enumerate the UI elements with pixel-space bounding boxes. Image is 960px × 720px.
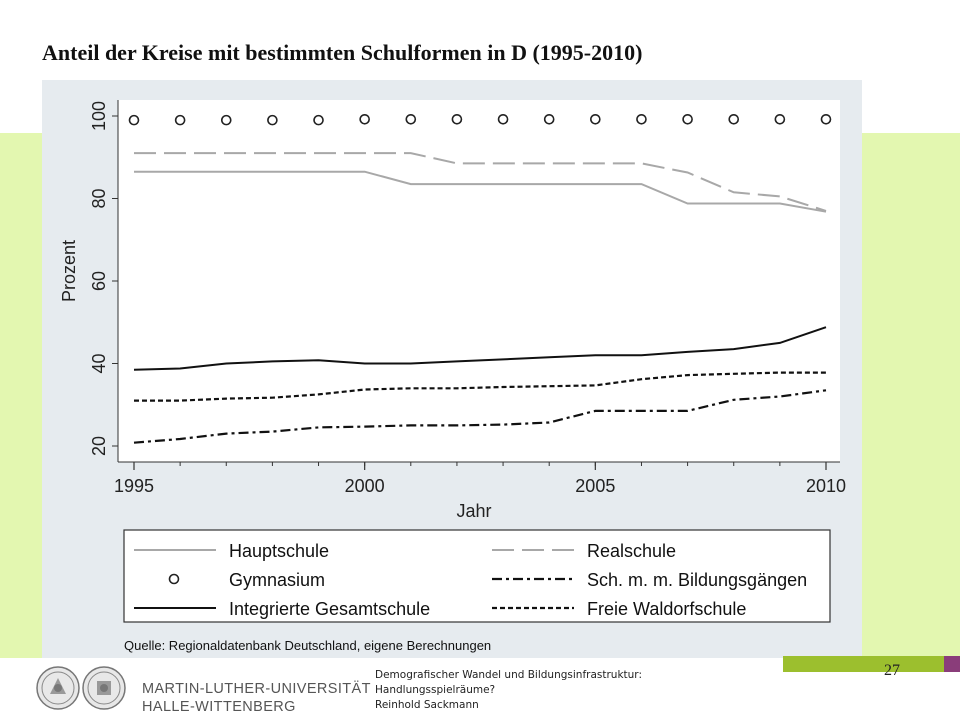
page-number: 27	[884, 662, 900, 679]
x-tick-label: 2000	[344, 476, 385, 496]
y-axis-title: Prozent	[59, 239, 79, 303]
footer-line: Demografischer Wandel und Bildungsinfrastruktur:	[375, 669, 642, 681]
slide-title: Anteil der Kreise mit bestimmten Schulformen in D (1995-2010)	[42, 40, 643, 65]
legend-label: Realschule	[587, 541, 677, 561]
legend-label: Freie Waldorfschule	[587, 599, 747, 619]
university-seal-logo	[36, 664, 128, 712]
university-name-line: HALLE-WITTENBERG	[142, 699, 296, 715]
legend-label: Integrierte Gesamtschule	[229, 599, 431, 619]
plot-background	[118, 100, 840, 462]
chart-source-note: Quelle: Regionaldatenbank Deutschland, eigene Berechnungen	[124, 638, 492, 653]
legend-label: Hauptschule	[229, 541, 330, 561]
accent-bar	[783, 656, 944, 672]
legend-label: Sch. m. m. Bildungsgängen	[587, 570, 808, 590]
chart-panel	[42, 80, 862, 658]
footer-line: Reinhold Sackmann	[375, 699, 479, 711]
university-name-line: MARTIN-LUTHER-UNIVERSITÄT	[142, 681, 371, 697]
x-tick-label: 1995	[113, 476, 155, 496]
y-tick-label: 20	[89, 435, 109, 457]
y-tick-label: 80	[89, 188, 109, 209]
x-axis-title: Jahr	[456, 501, 492, 521]
accent-bar-end	[944, 656, 960, 672]
y-tick-label: 40	[89, 353, 109, 374]
footer-line: Handlungsspielräume?	[375, 684, 496, 696]
legend-label: Gymnasium	[229, 570, 326, 590]
x-tick-label: 2010	[805, 476, 847, 496]
university-name	[142, 680, 371, 716]
x-tick-label: 2005	[575, 476, 616, 496]
line-chart	[42, 80, 862, 658]
y-tick-label: 100	[89, 100, 109, 132]
y-tick-label: 60	[89, 270, 109, 292]
footer-text	[375, 668, 642, 713]
